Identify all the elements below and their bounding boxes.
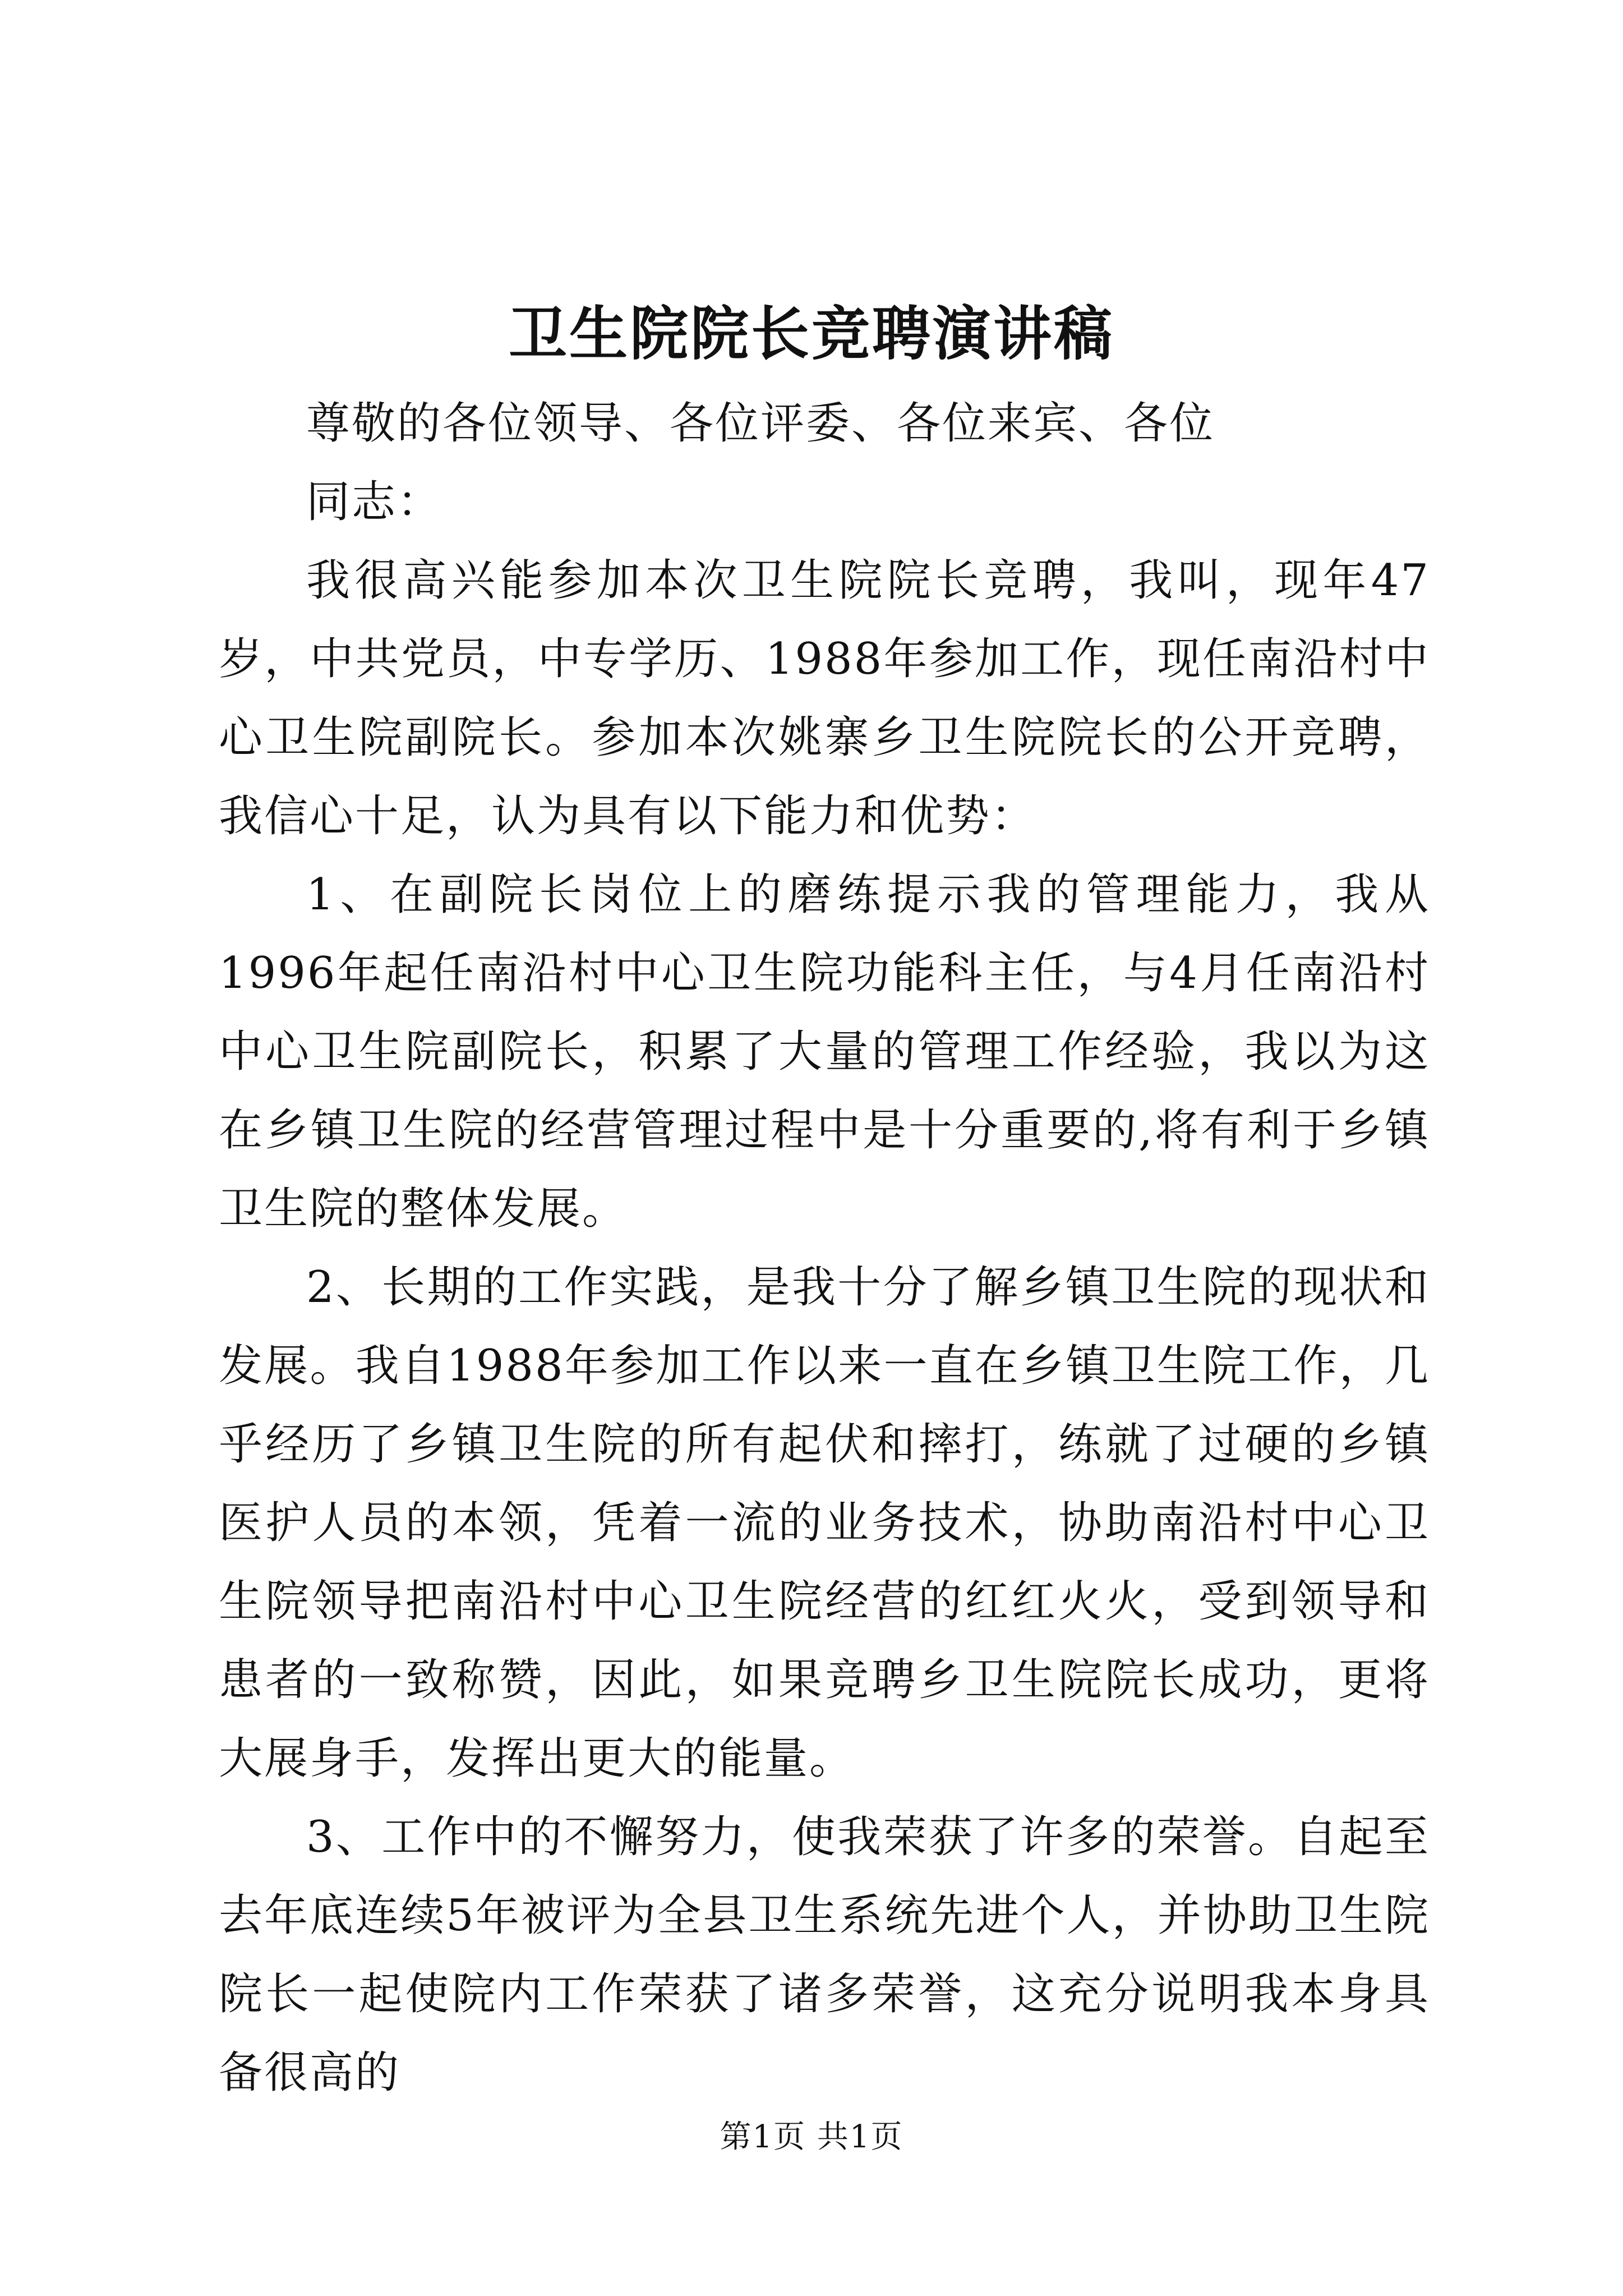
paragraph-salutation: 尊敬的各位领导、各位评委、各位来宾、各位	[306, 398, 1215, 449]
document-body	[219, 384, 1430, 2112]
paragraph-point-1: 1、在副院长岗位上的磨练提示我的管理能力，我从1996年起任南沿村中心卫生院功能科主任，与4月任南沿村中心卫生院副院长，积累了大量的管理工作经验，我以为这在乡镇卫生院的经营管理过程中是十分重要的,将有利于乡镇卫生院的整体发展。	[219, 869, 1430, 1234]
page-footer: 第1页 共1页	[720, 2119, 903, 2155]
paragraph-point-2: 2、长期的工作实践，是我十分了解乡镇卫生院的现状和发展。我自1988年参加工作以来一直在乡镇卫生院工作，几乎经历了乡镇卫生院的所有起伏和摔打，练就了过硬的乡镇医护人员的本领，凭着一流的业务技术，协助南沿村中心卫生院领导把南沿村中心卫生院经营的红红火火，受到领导和患者的一致称赞，因此，如果竞聘乡卫生院院长成功，更将大展身手，发挥出更大的能量。	[219, 1262, 1430, 1784]
document-title: 卫生院院长竞聘演讲稿	[508, 299, 1114, 368]
paragraph-introduction: 我很高兴能参加本次卫生院院长竞聘，我叫，现年47岁，中共党员，中专学历、1988年参加工作，现任南沿村中心卫生院副院长。参加本次姚寨乡卫生院院长的公开竞聘，我信心十足，认为具有以下能力和优势：	[219, 555, 1430, 841]
paragraph-point-3: 3、工作中的不懈努力，使我荣获了许多的荣誉。自起至去年底连续5年被评为全县卫生系统先进个人，并协助卫生院院长一起使院内工作荣获了诸多荣誉，这充分说明我本身具备很高的	[219, 1812, 1430, 2098]
paragraph-salutation-continued: 同志：	[306, 477, 443, 527]
